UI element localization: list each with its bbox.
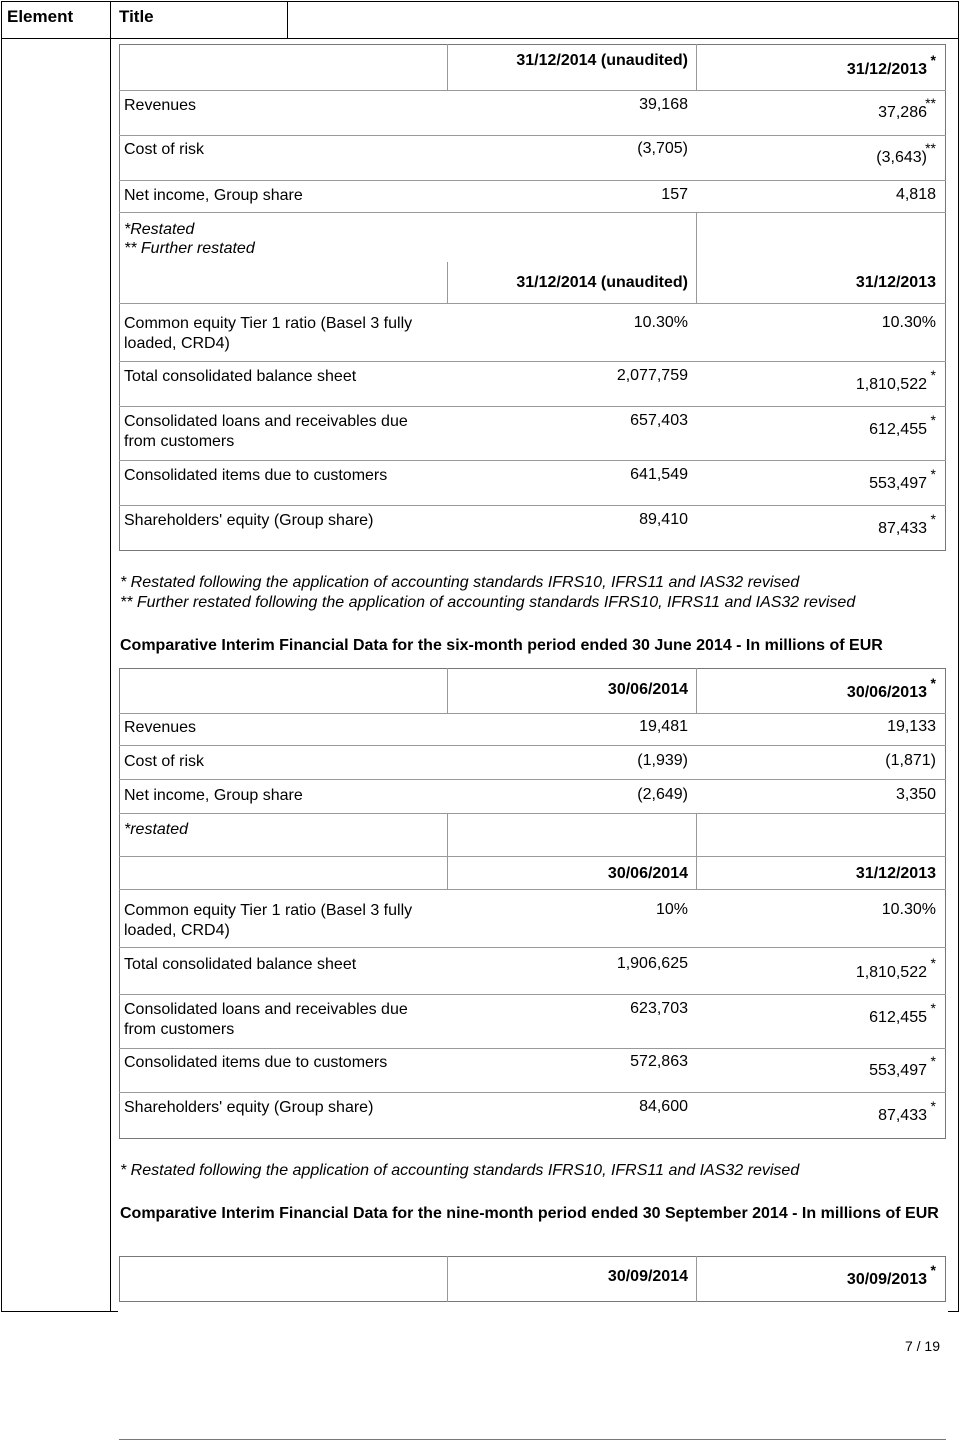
t4-row-loans: Consolidated loans and receivables due from customers xyxy=(124,1001,408,1038)
header-title: Title xyxy=(119,7,154,26)
t4-row-equity: Shareholders' equity (Group share) xyxy=(124,1099,374,1116)
t5-header-col2: 30/09/2013 * xyxy=(846,1262,936,1288)
t1-row-net-income: Net income, Group share xyxy=(124,187,303,204)
t1-row-revenues: Revenues xyxy=(124,97,197,114)
header-col-divider xyxy=(287,1,288,39)
t3-header-col1: 30/06/2014 xyxy=(607,681,688,698)
t2-row-cet1: Common equity Tier 1 ratio (Basel 3 fully loaded, CRD4) xyxy=(124,315,413,352)
t1-ni-2014: 157 xyxy=(661,186,688,203)
heading-six-month: Comparative Interim Financial Data for the six-month period ended 30 June 2014 - In millions of EUR xyxy=(120,637,883,654)
footnote-restated: * Restated following the application of accounting standards IFRS10, IFRS11 and IAS32 revised xyxy=(120,574,800,591)
column-divider xyxy=(110,1,111,1311)
t1-revenues-2013: 37,286 ** xyxy=(878,95,936,121)
t4-equity-2013: 87,433 * xyxy=(878,1098,936,1124)
t1-note-further: ** Further restated xyxy=(124,240,255,257)
t1-ni-2013: 4,818 xyxy=(895,186,936,203)
heading-nine-month: Comparative Interim Financial Data for the nine-month period ended 30 September 2014 - In millions of EUR xyxy=(120,1205,939,1222)
t3-cor-2013: (1,871) xyxy=(885,752,936,769)
t4-loans-2013: 612,455 * xyxy=(869,1000,936,1026)
t1-note-restated: *Restated xyxy=(124,221,195,238)
t1-revenues-2014: 39,168 xyxy=(639,96,688,113)
t1-cor-2014: (3,705) xyxy=(637,140,688,157)
t4-cet1-2013: 10.30% xyxy=(881,901,936,918)
footnote-further-restated: ** Further restated following the application of accounting standards IFRS10, IFRS11 and IAS32 revised xyxy=(120,594,856,611)
footnote-restated-2: * Restated following the application of accounting standards IFRS10, IFRS11 and IAS32 revised xyxy=(120,1162,800,1179)
t2-items-2014: 641,549 xyxy=(630,466,688,483)
t4-row-balance: Total consolidated balance sheet xyxy=(124,956,357,973)
t2-row-balance: Total consolidated balance sheet xyxy=(124,368,357,385)
t4-row-cet1: Common equity Tier 1 ratio (Basel 3 fully loaded, CRD4) xyxy=(124,902,413,939)
t1-header-col1: 31/12/2014 (unaudited) xyxy=(516,52,688,69)
t3-header-col2: 30/06/2013 * xyxy=(846,675,936,701)
t3-row-revenues: Revenues xyxy=(124,719,197,736)
t3-revenues-2014: 19,481 xyxy=(639,718,688,735)
t4-balance-2013: 1,810,522 * xyxy=(855,955,936,981)
t3-revenues-2013: 19,133 xyxy=(887,718,936,735)
t5-header-col1: 30/09/2014 xyxy=(607,1268,688,1285)
t4-cet1-2014: 10% xyxy=(655,901,688,918)
t4-equity-2014: 84,600 xyxy=(639,1098,688,1115)
t4-header-col1: 30/06/2014 xyxy=(607,865,688,882)
t1-cor-2013: (3,643) ** xyxy=(876,140,936,166)
t1-header-col2: 31/12/2013 * xyxy=(846,52,936,78)
t3-ni-2014: (2,649) xyxy=(637,786,688,803)
t2-loans-2013: 612,455 * xyxy=(869,412,936,438)
t4-row-items: Consolidated items due to customers xyxy=(124,1054,388,1071)
t2-equity-2014: 89,410 xyxy=(639,511,688,528)
page-number: 7 / 19 xyxy=(904,1338,940,1354)
t3-cor-2014: (1,939) xyxy=(637,752,688,769)
t2-row-equity: Shareholders' equity (Group share) xyxy=(124,512,374,529)
t2-loans-2014: 657,403 xyxy=(630,412,688,429)
t3-ni-2013: 3,350 xyxy=(895,786,936,803)
t4-header-col2: 31/12/2013 xyxy=(855,865,936,882)
t2-cet1-2013: 10.30% xyxy=(881,314,936,331)
t4-balance-2014: 1,906,625 xyxy=(616,955,688,972)
t2-cet1-2014: 10.30% xyxy=(633,314,688,331)
t4-items-2014: 572,863 xyxy=(630,1053,688,1070)
t1-row-cost-of-risk: Cost of risk xyxy=(124,141,205,158)
header-divider xyxy=(1,38,958,39)
t2-balance-2013: 1,810,522 * xyxy=(855,367,936,393)
t2-header-col2: 31/12/2013 xyxy=(855,274,936,291)
t2-items-2013: 553,497 * xyxy=(869,466,936,492)
t3-row-cost-of-risk: Cost of risk xyxy=(124,753,205,770)
t2-row-loans: Consolidated loans and receivables due from customers xyxy=(124,413,408,450)
t4-loans-2014: 623,703 xyxy=(630,1000,688,1017)
t2-row-items: Consolidated items due to customers xyxy=(124,467,388,484)
t2-equity-2013: 87,433 * xyxy=(878,511,936,537)
t3-note-restated: *restated xyxy=(124,821,189,838)
t3-row-net-income: Net income, Group share xyxy=(124,787,303,804)
t2-header-col1: 31/12/2014 (unaudited) xyxy=(516,274,688,291)
t4-items-2013: 553,497 * xyxy=(869,1053,936,1079)
t2-balance-2014: 2,077,759 xyxy=(616,367,688,384)
header-element: Element xyxy=(7,7,74,26)
